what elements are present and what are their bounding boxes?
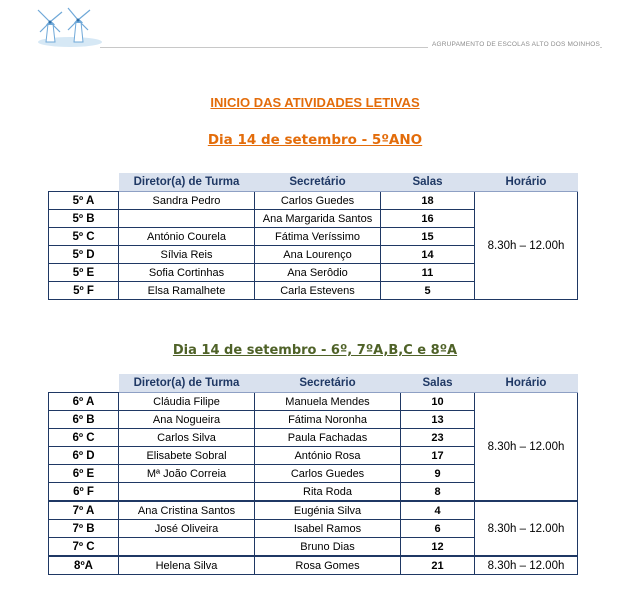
column-header-horario: Horário bbox=[475, 374, 578, 393]
table-row bbox=[49, 501, 578, 520]
school-name: AGRUPAMENTO DE ESCOLAS ALTO DOS MOINHOS bbox=[428, 41, 600, 48]
sala-cell: 12 bbox=[401, 538, 475, 557]
sala-cell: 11 bbox=[381, 264, 475, 282]
diretor-cell: Helena Silva bbox=[119, 556, 255, 575]
column-header bbox=[49, 173, 119, 192]
secretario-cell: Manuela Mendes bbox=[255, 393, 401, 411]
secretario-cell: Fátima Veríssimo bbox=[255, 228, 381, 246]
sala-cell: 15 bbox=[381, 228, 475, 246]
diretor-cell: Sandra Pedro bbox=[119, 192, 255, 210]
column-header-salas: Salas bbox=[401, 374, 475, 393]
secretario-cell: Carlos Guedes bbox=[255, 465, 401, 483]
sala-cell: 23 bbox=[401, 429, 475, 447]
secretario-cell: Bruno Dias bbox=[255, 538, 401, 557]
secretario-cell: Eugénia Silva bbox=[255, 501, 401, 520]
turma-cell: 5º F bbox=[49, 282, 119, 300]
turma-cell: 6º A bbox=[49, 393, 119, 411]
column-header-secretario: Secretário bbox=[255, 173, 381, 192]
turma-cell: 6º F bbox=[49, 483, 119, 502]
secretario-cell: Rita Roda bbox=[255, 483, 401, 502]
column-header-horario: Horário bbox=[475, 173, 578, 192]
column-header-diretor: Diretor(a) de Turma bbox=[119, 173, 255, 192]
turma-cell: 6º B bbox=[49, 411, 119, 429]
column-header bbox=[49, 374, 119, 393]
diretor-cell: Mª João Correia bbox=[119, 465, 255, 483]
sala-cell: 13 bbox=[401, 411, 475, 429]
section2-heading: Dia 14 de setembro - 6º, 7ºA,B,C e 8ºA bbox=[172, 343, 458, 358]
horario-cell: 8.30h – 12.00h bbox=[475, 192, 578, 300]
secretario-cell: Rosa Gomes bbox=[255, 556, 401, 575]
sala-cell: 4 bbox=[401, 501, 475, 520]
diretor-cell: Elsa Ramalhete bbox=[119, 282, 255, 300]
turma-cell: 5º C bbox=[49, 228, 119, 246]
sala-cell: 8 bbox=[401, 483, 475, 502]
sala-cell: 9 bbox=[401, 465, 475, 483]
sala-cell: 10 bbox=[401, 393, 475, 411]
diretor-cell: Sílvia Reis bbox=[119, 246, 255, 264]
secretario-cell: Isabel Ramos bbox=[255, 520, 401, 538]
horario-cell: 8.30h – 12.00h bbox=[475, 556, 578, 575]
schedule-table-6-7-8ano bbox=[48, 374, 578, 575]
diretor-cell: Cláudia Filipe bbox=[119, 393, 255, 411]
diretor-cell bbox=[119, 538, 255, 557]
column-header-diretor: Diretor(a) de Turma bbox=[119, 374, 255, 393]
diretor-cell: Sofia Cortinhas bbox=[119, 264, 255, 282]
page-header bbox=[0, 0, 630, 60]
secretario-cell: Ana Margarida Santos bbox=[255, 210, 381, 228]
secretario-cell: Carla Estevens bbox=[255, 282, 381, 300]
sala-cell: 14 bbox=[381, 246, 475, 264]
secretario-cell: Paula Fachadas bbox=[255, 429, 401, 447]
turma-cell: 5º E bbox=[49, 264, 119, 282]
turma-cell: 8ºA bbox=[49, 556, 119, 575]
page-title: INICIO DAS ATIVIDADES LETIVAS bbox=[210, 95, 420, 110]
turma-cell: 7º C bbox=[49, 538, 119, 557]
diretor-cell: Ana Nogueira bbox=[119, 411, 255, 429]
schedule-table-5ano bbox=[48, 173, 578, 300]
turma-cell: 6º D bbox=[49, 447, 119, 465]
sala-cell: 18 bbox=[381, 192, 475, 210]
table-row bbox=[49, 192, 578, 210]
diretor-cell bbox=[119, 483, 255, 502]
sala-cell: 5 bbox=[381, 282, 475, 300]
diretor-cell: Ana Cristina Santos bbox=[119, 501, 255, 520]
diretor-cell: José Oliveira bbox=[119, 520, 255, 538]
column-header-salas: Salas bbox=[381, 173, 475, 192]
diretor-cell: Carlos Silva bbox=[119, 429, 255, 447]
sala-cell: 17 bbox=[401, 447, 475, 465]
table-row bbox=[49, 556, 578, 575]
sala-cell: 21 bbox=[401, 556, 475, 575]
horario-cell: 8.30h – 12.00h bbox=[475, 393, 578, 502]
section1-heading: Dia 14 de setembro - 5ºANO bbox=[207, 132, 423, 148]
secretario-cell: Ana Serôdio bbox=[255, 264, 381, 282]
secretario-cell: António Rosa bbox=[255, 447, 401, 465]
secretario-cell: Fátima Noronha bbox=[255, 411, 401, 429]
table-row bbox=[49, 393, 578, 411]
turma-cell: 5º A bbox=[49, 192, 119, 210]
diretor-cell bbox=[119, 210, 255, 228]
sala-cell: 6 bbox=[401, 520, 475, 538]
diretor-cell: Elisabete Sobral bbox=[119, 447, 255, 465]
turma-cell: 7º A bbox=[49, 501, 119, 520]
sala-cell: 16 bbox=[381, 210, 475, 228]
diretor-cell: António Courela bbox=[119, 228, 255, 246]
secretario-cell: Ana Lourenço bbox=[255, 246, 381, 264]
turma-cell: 5º B bbox=[49, 210, 119, 228]
turma-cell: 5º D bbox=[49, 246, 119, 264]
horario-cell: 8.30h – 12.00h bbox=[475, 501, 578, 556]
secretario-cell: Carlos Guedes bbox=[255, 192, 381, 210]
windmills-logo-icon bbox=[30, 4, 105, 48]
column-header-secretario: Secretário bbox=[255, 374, 401, 393]
turma-cell: 7º B bbox=[49, 520, 119, 538]
turma-cell: 6º E bbox=[49, 465, 119, 483]
table-header-row bbox=[49, 173, 578, 192]
table-header-row bbox=[49, 374, 578, 393]
turma-cell: 6º C bbox=[49, 429, 119, 447]
